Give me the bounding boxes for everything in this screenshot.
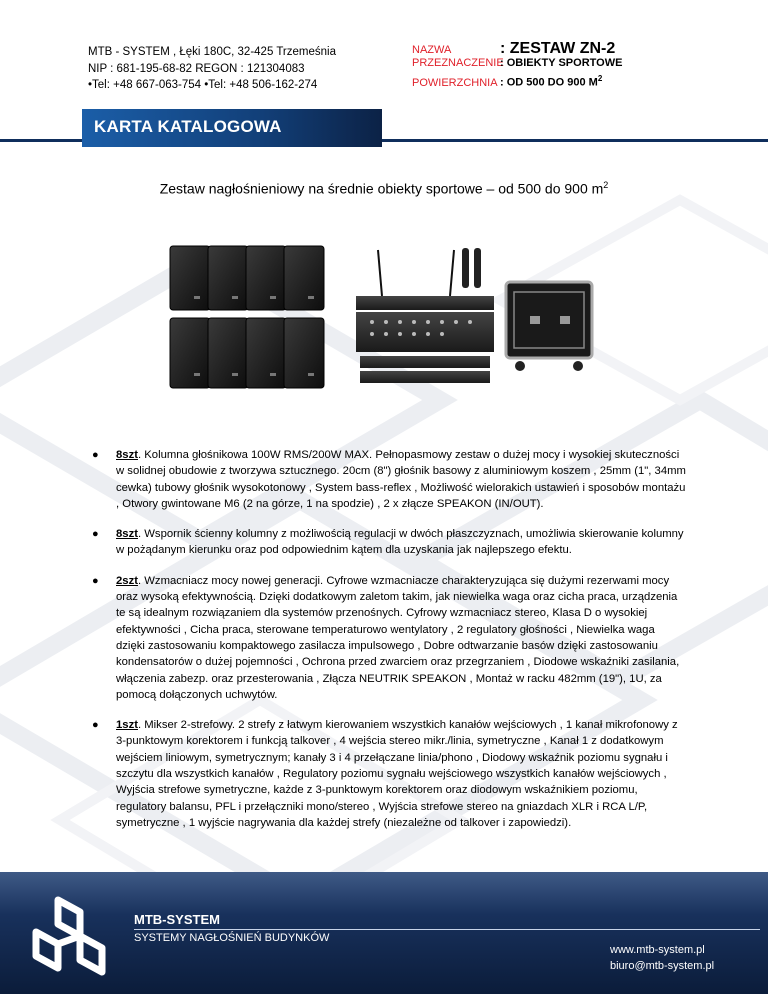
bullet-icon: ●	[92, 719, 99, 732]
item-text: . Kolumna głośnikowa 100W RMS/200W MAX. Pełnopasmowy zestaw o dużej mocy i wysokiej skuteczności w solidnej obudowie z tworzywa sztucznego. 20cm (8") głośnik basowy z aluminiowym koszem , 25mm (1", 34mm cewka) tubowy głośnik wysokotonowy , System bass-reflex , Możliwość wielorakich ustawień i sposobów montażu , Otwory gwintowane M6 (2 na górze, 1 na spodzie) , 2 x złącze SPEAKON (IN/OUT).	[116, 449, 686, 510]
item-text: . Wzmacniacz mocy nowej generacji. Cyfrowe wzmacniacze charakteryzująca się dużymi rezerwami mocy oraz wysoką efektywnością. Dzięki dodatkowym zaletom takim, jak niewielka waga oraz cicha praca, urządzenia te są idealnym rozwiązaniem dla systemów przenośnych. Cyfrowy wzmacniacz stereo, Klasa D o wysokiej efektywności , Cicha praca, sterowane temperaturowo wentylatory , 2 regulatory głośności , Niewielka waga dzięki zastosowaniu kompaktowego zasilacza impulsowego , Dobre odtwarzanie basów dzięki zastosowaniu kondensatorów o dużej pojemności , Ochrona przed zwarciem oraz przegrzaniem , Diodowe wskaźniki zasilania, włączenia zabezp. oraz przesterowania , Złącza NEUTRIK SPEAKON , Montaż w racku 482mm (19"), 1U, za pomocą dołączonych uchwytów.	[116, 574, 680, 701]
company-nip-regon: NIP : 681-195-68-82 REGON : 121304083	[88, 62, 305, 75]
mixer-amplifier-rack-icon	[356, 248, 494, 383]
email-link[interactable]: biuro@mtb-system.pl	[610, 960, 715, 972]
meta-area-row	[412, 74, 622, 91]
item-qty: 2szt	[116, 574, 138, 587]
company-phones: •Tel: +48 667-063-754 •Tel: +48 506-162-274	[88, 79, 318, 91]
name-label: NAZWA	[412, 44, 452, 56]
footer-rule	[134, 929, 760, 930]
area-unit-sup: 2	[597, 74, 603, 83]
list-item	[86, 717, 686, 831]
meta-purpose-row	[412, 57, 622, 74]
footer-brand: MTB-SYSTEM	[134, 912, 220, 927]
item-qty: 1szt	[116, 719, 138, 732]
list-item	[86, 447, 686, 512]
page-footer	[0, 872, 768, 994]
purpose-label: PRZEZNACZENIE	[412, 57, 504, 69]
mtb-logo-icon	[28, 892, 120, 982]
banner-title: KARTA KATALOGOWA	[94, 117, 282, 136]
company-info	[88, 44, 336, 94]
list-item	[86, 526, 686, 559]
item-text: . Wspornik ścienny kolumny z możliwością regulacji w dwóch płaszczyznach, umożliwia skierowanie kolumny w pożądanym kierunku oraz pod odpowiednim kątem dla uzyskania jak najlepszego efektu.	[116, 528, 684, 557]
list-item	[86, 573, 686, 703]
bullet-icon: ●	[92, 574, 99, 587]
meta-name-row	[412, 40, 622, 57]
product-photo	[150, 238, 610, 398]
component-list	[86, 447, 686, 845]
speaker-group-icon	[170, 246, 324, 388]
item-text: . Mikser 2-strefowy. 2 strefy z łatwym kierowaniem wszystkich kanałów wejściowych , 1 kanał mikrofonowy z 3-punktowym korektorem i funkcją talkover , 4 wejścia stereo mikr./linia, symetryczne , Kanał 1 z dodatkowym wejściem liniowym, symetrycznym; kanały 3 i 4 przełączane linia/phono , Diodowy wskaźnik poziomu sygnału i szczytu dla wszystkich kanałów , Regulatory poziomu sygnału wejściowego wszystkich kanałów wejściowych , Wyjścia strefowe symetryczne, każde z 3-punktowym korektorem oraz diodowym wskaźnikiem poziomu, regulatory balansu, PFL i przełączniki mono/stereo , Wyjścia strefowe stereo na gniazdach XLR i RCA L/P, symetryczne , 1 wyjście nagrywania dla każdej strefy (niezależne od talkover i zapowiedzi).	[116, 719, 678, 829]
footer-tagline: SYSTEMY NAGŁOŚNIEŃ BUDYNKÓW	[134, 932, 330, 944]
bullet-icon: ●	[92, 528, 99, 541]
catalog-banner	[82, 109, 382, 147]
purpose-value: : OBIEKTY SPORTOWE	[500, 57, 623, 69]
product-meta	[412, 40, 622, 91]
subtitle-text: Zestaw nagłośnieniowy na średnie obiekty sportowe – od 500 do 900 m	[159, 180, 604, 197]
website-link[interactable]: www.mtb-system.pl	[610, 944, 705, 956]
area-label: POWIERZCHNIA	[412, 76, 498, 89]
company-address: MTB - SYSTEM , Łęki 180C, 32-425 Trzemeśnia	[88, 46, 336, 58]
name-value: : ZESTAW ZN-2	[500, 40, 616, 57]
transport-case-icon	[506, 282, 592, 371]
area-value	[500, 74, 602, 89]
item-qty: 8szt	[116, 528, 138, 541]
footer-contact	[610, 942, 714, 974]
item-qty: 8szt	[116, 449, 138, 461]
bullet-icon: ●	[92, 449, 99, 461]
area-value-text: : OD 500 DO 900 M	[500, 76, 598, 89]
set-subtitle	[0, 180, 768, 197]
subtitle-sup: 2	[603, 180, 609, 190]
